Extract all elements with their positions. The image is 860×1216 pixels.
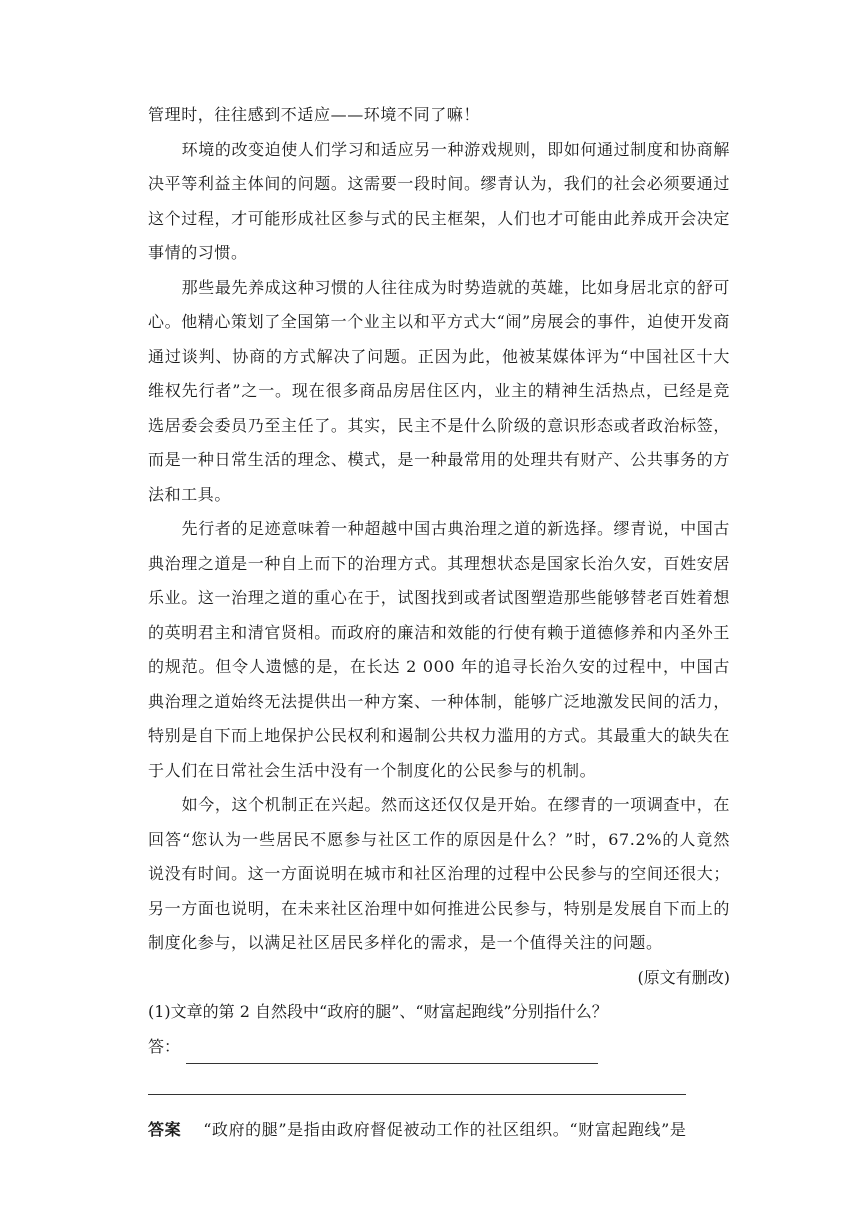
paragraph-2: 环境的改变迫使人们学习和适应另一种游戏规则，即如何通过制度和协商解决平等利益主体间的问题。这需要一段时间。缪青认为，我们的社会必须要通过这个过程，才可能形成社区参与式的民主框架，人们也才可能由此养成开会决定事情的习惯。: [148, 139, 730, 262]
answer-text: “政府的腿”是指由政府督促被动工作的社区组织。“财富起跑线”是: [203, 1120, 687, 1139]
answer-block: [148, 1113, 730, 1148]
answer-blank-1[interactable]: [186, 1041, 598, 1064]
answer-blank-2[interactable]: [148, 1064, 686, 1095]
paragraph-1: 管理时，往往感到不适应——环境不同了嘛！: [148, 105, 481, 124]
paragraph-4: 先行者的足迹意味着一种超越中国古典治理之道的新选择。缪青说，中国古典治理之道是一种自上而下的治理方式。其理想状态是国家长治久安，百姓安居乐业。这一治理之道的重心在于，试图找到或者试图塑造那些能够替老百姓着想的英明君主和清官贤相。而政府的廉洁和效能的行使有赖于道德修养和内圣外王的规范。但令人遗憾的是，在长达 2 000 年的追寻长治久安的过程中，中国古典治理之道始终无法提供出一种方案、一种体制，能够广泛地激发民间的活力，特别是自下而上地保护公民权利和遏制公共权力滥用的方式。其最重大的缺失在于人们在日常社会生活中没有一个制度化的公民参与的机制。: [148, 519, 730, 780]
question-1: (1)文章的第 2 自然段中“政府的腿”、“财富起跑线”分别指什么？: [148, 1002, 608, 1021]
article-body: [148, 98, 730, 961]
answer-label: 答案: [148, 1120, 182, 1139]
answer-prompt: 答：: [148, 1036, 181, 1056]
paragraph-5: 如今，这个机制正在兴起。然而这还仅仅是开始。在缪青的一项调查中，在回答“您认为一些居民不愿参与社区工作的原因是什么？”时，67.2%的人竟然说没有时间。这一方面说明在城市和社区治理的过程中公民参与的空间还很大；另一方面也说明，在未来社区治理中如何推进公民参与，特别是发展自下而上的制度化参与，以满足社区居民多样化的需求，是一个值得关注的问题。: [148, 795, 730, 952]
answer-line: [148, 1030, 730, 1065]
paragraph-3: 那些最先养成这种习惯的人往往成为时势造就的英雄，比如身居北京的舒可心。他精心策划了全国第一个业主以和平方式大“闹”房展会的事件，迫使开发商通过谈判、协商的方式解决了问题。正因为此，他被某媒体评为“中国社区十大维权先行者”之一。现在很多商品房居住区内，业主的精神生活热点，已经是竞选居委会委员乃至主任了。其实，民主不是什么阶级的意识形态或者政治标签，而是一种日常生活的理念、模式，是一种最常用的处理共有财产、公共事务的方法和工具。: [148, 277, 730, 504]
source-note: (原文有删改): [637, 967, 730, 987]
